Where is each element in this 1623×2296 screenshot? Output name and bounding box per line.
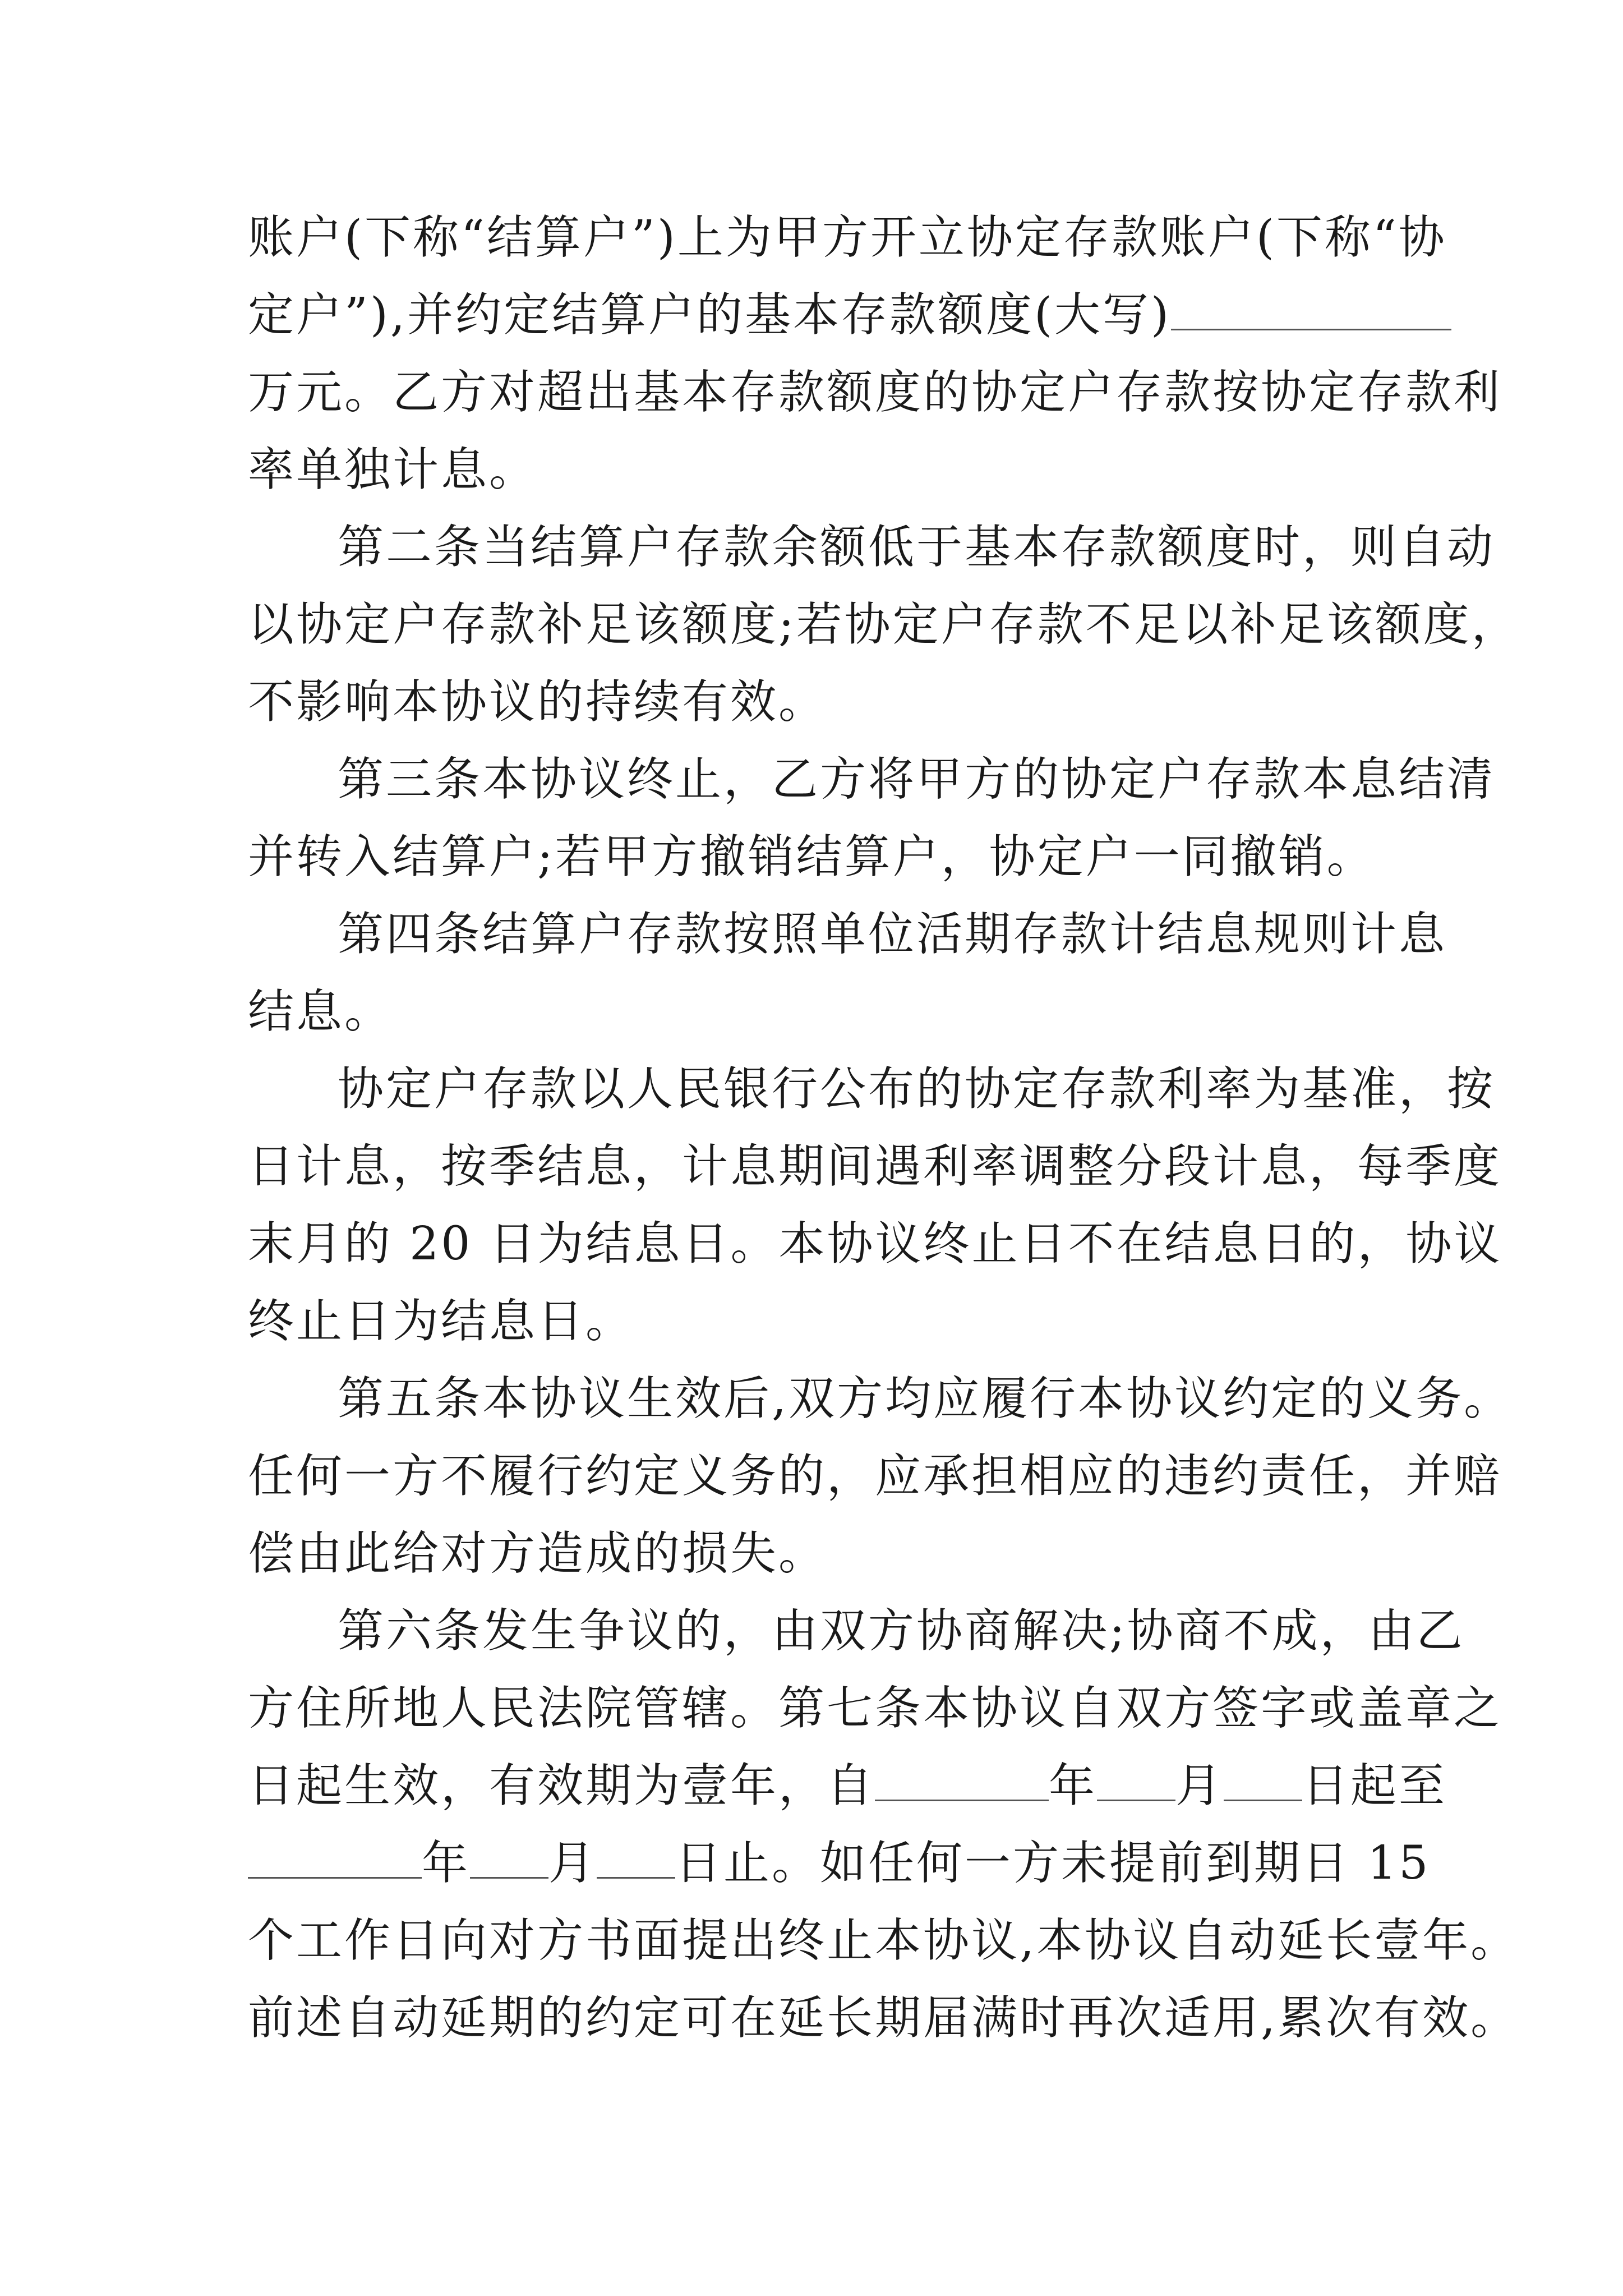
text-line: 方住所地人民法院管辖。第七条本协议自双方签字或盖章之 [248, 1682, 1502, 1735]
text-segment: 日起生效，有效期为壹年，自 [248, 1759, 875, 1812]
text-line: 万元。乙方对超出基本存款额度的协定户存款按协定存款利 [248, 366, 1502, 419]
amount-blank-field [1171, 283, 1451, 330]
text-line: 终止日为结息日。 [248, 1295, 634, 1348]
end-month-blank [470, 1831, 548, 1879]
article-4-start: 第四条结算户存款按照单位活期存款计结息规则计息 [338, 908, 1447, 961]
agreement-body [248, 199, 1520, 2057]
text-line: 不影响本协议的持续有效。 [248, 675, 827, 729]
text-segment: 月 [548, 1837, 597, 1890]
text-segment: 月 [1175, 1759, 1224, 1812]
text-line: 任何一方不履行约定义务的，应承担相应的违约责任，并赔 [248, 1450, 1502, 1503]
article-3-start: 第三条本协议终止，乙方将甲方的协定户存款本息结清 [338, 753, 1496, 806]
text-line: 前述自动延期的约定可在延长期届满时再次适用,累次有效。 [248, 1991, 1519, 2045]
article-6-start: 第六条发生争议的，由双方协商解决;协商不成，由乙 [338, 1604, 1465, 1658]
text-segment: 日止。如任何一方未提前到期日 15 [675, 1837, 1431, 1890]
date-line-end [248, 1825, 1431, 1902]
date-line-start [248, 1747, 1447, 1825]
article-5-start: 第五条本协议生效后,双方均应履行本协议约定的义务。 [338, 1372, 1513, 1425]
paragraph-start: 协定户存款以人民银行公布的协定存款利率为基准，按 [338, 1062, 1496, 1116]
end-year-blank [248, 1831, 422, 1879]
start-month-blank [1097, 1754, 1175, 1801]
text-line: 并转入结算户;若甲方撤销结算户，协定户一同撤销。 [248, 830, 1375, 884]
text-segment: 日起至 [1302, 1759, 1447, 1812]
text-line: 偿由此给对方造成的损失。 [248, 1527, 827, 1580]
text-segment: 年 [1049, 1759, 1098, 1812]
text-line: 末月的 20 日为结息日。本协议终止日不在结息日的，协议 [248, 1217, 1502, 1271]
text-line-with-blank [248, 277, 1386, 354]
text-line: 结息。 [248, 985, 393, 1038]
text-line: 日计息，按季结息，计息期间遇利率调整分段计息，每季度 [248, 1140, 1502, 1193]
text-line: 账户(下称“结算户”)上为甲方开立协定存款账户(下称“协 [248, 211, 1447, 264]
start-year-blank [875, 1754, 1049, 1801]
text-segment: 年 [422, 1837, 471, 1890]
end-day-blank [597, 1831, 675, 1879]
text-line: 率单独计息。 [248, 443, 538, 496]
text-line: 以协定户存款补足该额度;若协定户存款不足以补足该额度， [248, 598, 1520, 651]
text-line: 个工作日向对方书面提出终止本协议,本协议自动延长壹年。 [248, 1914, 1519, 1967]
article-2-start: 第二条当结算户存款余额低于基本存款额度时，则自动 [338, 521, 1496, 574]
start-day-blank [1224, 1754, 1302, 1801]
text-segment: 定户”),并约定结算户的基本存款额度(大写) [248, 288, 1171, 342]
